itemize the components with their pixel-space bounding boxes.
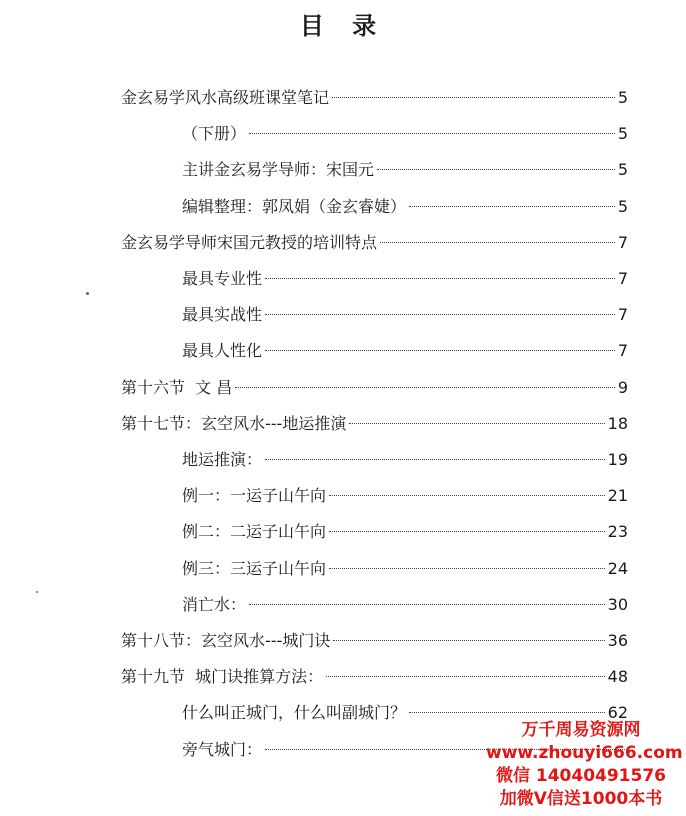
toc-dot-leader bbox=[326, 676, 604, 677]
toc-dot-leader bbox=[249, 604, 605, 605]
toc-entry bbox=[182, 337, 628, 365]
toc-entry bbox=[182, 482, 628, 510]
toc-entry-label: 第十七节：玄空风水---地运推演 bbox=[121, 413, 347, 433]
toc-dot-leader bbox=[377, 169, 615, 170]
toc-entry-label: 例三：三运子山午向 bbox=[182, 558, 327, 578]
toc-entry-page: 9 bbox=[617, 377, 628, 397]
toc-entry bbox=[182, 156, 628, 184]
toc-entry-page: 24 bbox=[607, 558, 628, 578]
toc-entry-page: 21 bbox=[607, 486, 628, 506]
toc-entry-label: 例一：一运子山午向 bbox=[182, 486, 327, 506]
toc-entry-page: 36 bbox=[607, 631, 628, 650]
watermark-line: www.zhouyi666.com bbox=[486, 743, 683, 763]
toc-entry-page: 5 bbox=[617, 88, 628, 107]
toc-entry-page: 5 bbox=[617, 196, 628, 216]
toc-entry-label: 什么叫正城门，什么叫副城门？ bbox=[182, 703, 407, 723]
toc-entry-label: 金玄易学导师宋国元教授的培训特点 bbox=[121, 232, 378, 252]
toc-entry-page: 19 bbox=[607, 450, 628, 469]
toc-dot-leader bbox=[235, 387, 615, 388]
toc-entry bbox=[121, 627, 628, 655]
toc-entry-label: 金玄易学风水高级班课堂笔记 bbox=[121, 88, 330, 107]
toc-entry-page: 7 bbox=[617, 269, 628, 288]
toc-entry-label: 地运推演： bbox=[182, 450, 263, 469]
toc-entry-label: 消亡水： bbox=[182, 594, 247, 614]
toc-entry-page: 30 bbox=[607, 594, 628, 614]
toc-entry-label: 最具专业性 bbox=[182, 269, 263, 288]
toc-entry-label: 第十八节：玄空风水---城门诀 bbox=[121, 631, 331, 650]
toc-entry-label: 最具人性化 bbox=[182, 341, 263, 361]
toc-entry-page: 48 bbox=[607, 667, 628, 687]
toc-dot-leader bbox=[249, 133, 615, 134]
toc-dot-leader bbox=[332, 97, 615, 98]
toc-dot-leader bbox=[265, 278, 615, 279]
page-title: 目 录 bbox=[299, 12, 387, 40]
toc-entry-label: 第十六节 文 昌 bbox=[121, 377, 233, 397]
toc-entry-label: 第十九节 城门诀推算方法： bbox=[121, 667, 324, 687]
toc-dot-leader bbox=[409, 712, 605, 713]
scan-speck bbox=[86, 292, 89, 295]
toc-dot-leader bbox=[329, 495, 605, 496]
toc-entry-label: （下册） bbox=[182, 124, 247, 144]
toc-entry-label: 最具实战性 bbox=[182, 305, 263, 325]
toc-entry bbox=[182, 120, 628, 148]
toc-dot-leader bbox=[265, 314, 615, 315]
toc-entry bbox=[121, 229, 628, 257]
toc-entry-page: 5 bbox=[617, 160, 628, 180]
toc-entry-page: 7 bbox=[617, 232, 628, 252]
watermark-stamp bbox=[486, 719, 683, 811]
toc-entry bbox=[121, 663, 628, 691]
toc-entry bbox=[182, 301, 628, 329]
toc-entry bbox=[182, 446, 628, 474]
toc-entry-page: 7 bbox=[617, 305, 628, 325]
toc-entry bbox=[121, 410, 628, 438]
toc-dot-leader bbox=[333, 640, 604, 641]
toc-entry-page: 5 bbox=[617, 124, 628, 144]
toc-entry bbox=[121, 84, 628, 112]
watermark-line: 加微V信送1000本书 bbox=[499, 789, 663, 809]
toc-dot-leader bbox=[349, 423, 604, 424]
scan-speck bbox=[36, 591, 38, 593]
toc-entry bbox=[182, 591, 628, 619]
toc-dot-leader bbox=[265, 459, 605, 460]
toc-entry-label: 旁气城门： bbox=[182, 739, 263, 759]
toc-entry-page: 18 bbox=[607, 413, 628, 433]
toc-dot-leader bbox=[409, 206, 615, 207]
toc-entry-label: 主讲金玄易学导师：宋国元 bbox=[182, 160, 375, 180]
toc-entry-page: 23 bbox=[607, 522, 628, 542]
toc-entry-label: 例二：二运子山午向 bbox=[182, 522, 327, 542]
toc-entry bbox=[182, 265, 628, 293]
toc-entry-page: 62 bbox=[607, 703, 628, 723]
toc-dot-leader bbox=[380, 242, 615, 243]
toc-entry-page: 7 bbox=[617, 341, 628, 361]
toc-dot-leader bbox=[329, 531, 605, 532]
toc-entry bbox=[182, 193, 628, 221]
toc-dot-leader bbox=[265, 350, 615, 351]
toc-entry bbox=[182, 518, 628, 546]
toc-entry bbox=[182, 555, 628, 583]
watermark-line: 微信 14040491576 bbox=[495, 766, 667, 786]
toc-entry bbox=[121, 374, 628, 402]
toc-dot-leader bbox=[329, 568, 605, 569]
toc-entry-label: 编辑整理：郭凤娟（金玄睿婕） bbox=[182, 196, 407, 216]
watermark-line: 万千周易资源网 bbox=[521, 720, 641, 740]
